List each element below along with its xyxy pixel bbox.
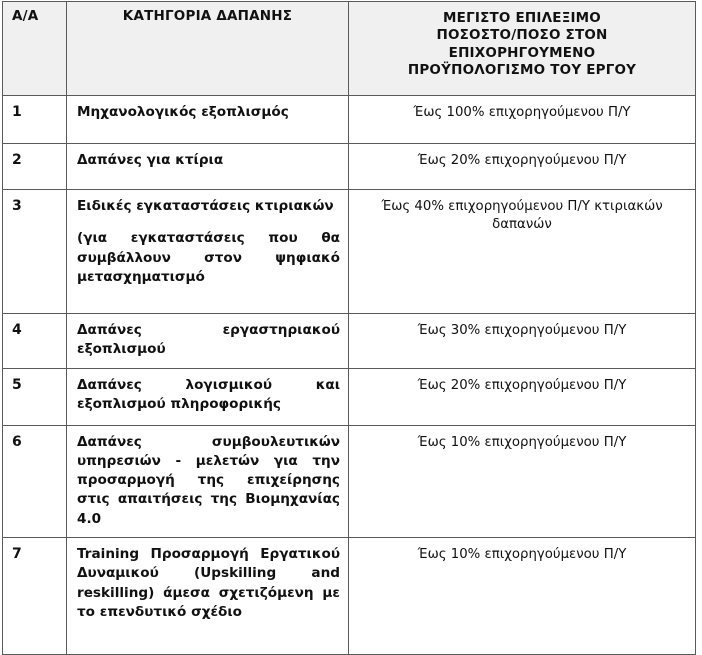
row-number-cell <box>3 144 67 190</box>
row-category-paragraph: Δαπάνες συμβουλευτικών υπηρεσιών - μελετών για την προσαρμογή της επιχείρησης στις απαιτήσεις της Βιομηχανίας 4.0 <box>77 433 340 527</box>
row-category <box>67 538 348 630</box>
row-max-amount-cell <box>349 425 696 537</box>
row-category-cell <box>67 425 349 537</box>
table-header-row <box>3 2 696 96</box>
row-number-cell <box>3 314 67 369</box>
table-row <box>3 538 696 655</box>
row-category-cell <box>67 314 349 369</box>
row-max-amount: Έως 30% επιχορηγούμενου Π/Υ <box>417 323 627 338</box>
column-header-max-amount-line-3: ΕΠΙΧΟΡΗΓΟΥΜΕΝΟ <box>448 44 596 61</box>
row-max-amount-cell <box>349 190 696 314</box>
column-header-aa-label: Α/Α <box>12 8 39 24</box>
row-max-amount: Έως 20% επιχορηγούμενου Π/Υ <box>417 377 627 393</box>
table-body <box>3 96 696 655</box>
row-category-paragraph: Training Προσαρμογή Εργατικού Δυναμικού (Upskilling and reskilling) άμεσα σχετιζόμενη με το επενδυτικό σχέδιο <box>77 546 340 620</box>
row-category-paragraph-note: (για εγκαταστάσεις που θα συμβάλλουν στον ψηφιακό μετασχηματισμό <box>77 230 340 285</box>
row-category <box>67 369 348 423</box>
column-header-max-amount-label <box>349 2 695 79</box>
row-category-paragraph: Δαπάνες εργαστηριακού εξοπλισμού <box>77 322 340 358</box>
row-number-cell <box>3 538 67 655</box>
row-max-amount: Έως 40% επιχορηγούμενου Π/Υ κτιριακών δαπανών <box>381 199 663 232</box>
row-max-amount-cell <box>349 538 696 655</box>
row-category-paragraph: Ειδικές εγκαταστάσεις κτιριακών <box>77 198 334 214</box>
row-number-cell <box>3 425 67 537</box>
row-number-cell <box>3 190 67 314</box>
row-category-cell <box>67 96 349 144</box>
row-max-amount-cell <box>349 96 696 144</box>
row-max-amount-cell <box>349 144 696 190</box>
row-category-cell <box>67 368 349 425</box>
column-header-max-amount <box>349 2 696 96</box>
row-category-cell <box>67 144 349 190</box>
column-header-category <box>67 2 349 96</box>
row-category <box>67 190 348 295</box>
row-number: 4 <box>12 322 22 338</box>
table-row <box>3 368 696 425</box>
table-row <box>3 314 696 369</box>
row-number: 5 <box>12 376 22 393</box>
column-header-category-label: ΚΑΤΗΓΟΡΙΑ ΔΑΠΑΝΗΣ <box>122 8 293 24</box>
row-category-paragraph: Δαπάνες λογισμικού και εξοπλισμού πληροφορικής <box>77 376 340 412</box>
row-category <box>67 314 348 368</box>
row-max-amount-cell <box>349 368 696 425</box>
row-category-paragraph: Δαπάνες για κτίρια <box>77 152 224 168</box>
row-category <box>67 144 348 178</box>
table-row <box>3 425 696 537</box>
column-header-max-amount-line-4: ΠΡΟΫΠΟΛΟΓΙΣΜΟ ΤΟΥ ΕΡΓΟΥ <box>407 61 637 78</box>
row-number: 7 <box>12 546 22 563</box>
column-header-max-amount-line-2: ΠΟΣΟΣΤΟ/ΠΟΣΟ ΣΤΟΝ <box>436 27 608 44</box>
row-category <box>67 96 348 130</box>
column-header-aa <box>3 2 67 96</box>
row-max-amount-cell <box>349 314 696 369</box>
table-row <box>3 190 696 314</box>
eligible-cost-categories-table <box>2 1 696 655</box>
row-category-paragraph: Μηχανολογικός εξοπλισμός <box>77 104 289 120</box>
row-max-amount: Έως 100% επιχορηγούμενου Π/Υ <box>413 105 631 120</box>
row-max-amount: Έως 10% επιχορηγούμενου Π/Υ <box>417 547 627 563</box>
column-header-max-amount-line-1: ΜΕΓΙΣΤΟ ΕΠΙΛΕΞΙΜΟ <box>443 10 601 26</box>
row-number: 6 <box>12 433 22 450</box>
row-category <box>67 426 348 537</box>
table-row <box>3 96 696 144</box>
row-category-cell <box>67 538 349 655</box>
row-number-cell <box>3 96 67 144</box>
row-max-amount: Έως 20% επιχορηγούμενου Π/Υ <box>417 153 627 168</box>
row-category-cell <box>67 190 349 314</box>
row-number: 1 <box>12 104 22 120</box>
row-number: 2 <box>12 152 22 168</box>
row-max-amount: Έως 10% επιχορηγούμενου Π/Υ <box>417 434 627 450</box>
row-number-cell <box>3 368 67 425</box>
table-header <box>3 2 696 96</box>
row-number: 3 <box>12 198 22 214</box>
table-row <box>3 144 696 190</box>
